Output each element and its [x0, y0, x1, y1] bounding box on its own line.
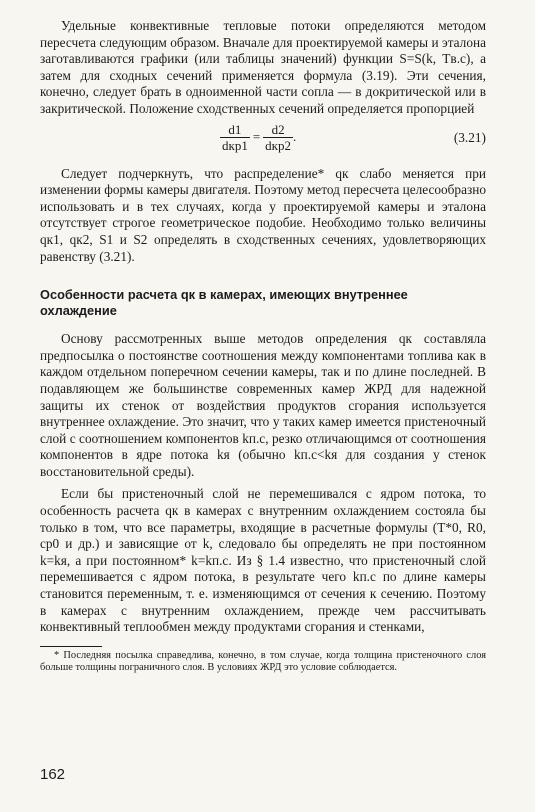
equals-sign: =: [252, 129, 261, 145]
equation-number: (3.21): [453, 129, 486, 145]
page-number: 162: [40, 766, 66, 783]
fraction-left-denominator: dкр1: [222, 137, 248, 153]
fraction-right: [263, 122, 293, 153]
paragraph-4: Если бы пристеночный слой не перемешивался с ядром потока, то особенность расчета qк в камерах с внутренним охлаждением состояла бы только в том, что все параметры, входящие в расчетные формулы (T*0, R0, cp0 и др.) и зависящие от k, следовало бы определять не при постоянном k=kя, а при постоянном* k=kп.с. Из § 1.4 известно, что пристеночный слой перемешивается с ядром потока, в результате чего kп.с по длине камеры становится переменным, т. е. изменяющимся от сечения к сечению. Поэтому в камерах с внутренним охлаждением, прежде чем рассчитывать конвективный теплообмен между продуктами сгорания и стенками,: [40, 486, 486, 635]
page-body: [40, 18, 486, 674]
section-heading: Особенности расчета qк в камерах, имеющих внутреннее охлаждение: [40, 287, 408, 319]
fraction-right-numerator: d2: [271, 121, 285, 137]
footnote: * Последняя посылка справедлива, конечно, в том случае, когда толщина пристеночного слоя больше толщины пограничного слоя. В условиях ЖРД это условие соблюдается.: [40, 649, 486, 673]
paragraph-3: Основу рассмотренных выше методов определения qк составляла предпосылка о постоянстве соотношения между компонентами топлива как в каждом отдельном поперечном сечении камеры, так и по длине последней. В подавляющем же большинстве современных камер ЖРД для надежной защиты их стенок от воздействия продуктов сгорания используется внутреннее охлаждение. Это значит, что у таких камер имеется пристеночный слой с соотношением компонентов kп.с, резко отличающимся от соотношения компонентов в ядре потока kя (обычно kп.с<kя для создания у стенок восстановительной среды).: [40, 331, 486, 479]
fraction-left-numerator: d1: [228, 121, 242, 137]
equation-3-21: [40, 120, 486, 160]
fraction-right-denominator: dкр2: [265, 137, 291, 153]
equation-period: .: [293, 129, 297, 145]
proportion-formula: [220, 122, 296, 153]
paragraph-2: Следует подчеркнуть, что распределение* qк слабо меняется при изменении формы камеры двигателя. Поэтому метод пересчета целесообразно использовать и в тех случаях, когда у проектируемой камеры и эталона отсутствует строгое геометрическое подобие. Необходимо только величины qк1, qк2, S1 и S2 определять в сходственных сечениях, удовлетворяющих равенству (3.21).: [40, 165, 486, 264]
fraction-left: [220, 122, 250, 153]
footnote-rule: [40, 646, 102, 647]
paragraph-1: Удельные конвективные тепловые потоки определяются методом пересчета следующим образом. Вначале для проектируемой камеры и эталона заготавливаются графики (или таблицы значений) функции S=S(k, Tв.с), а затем для сходных сечений применяется формула (3.19). Эти сечения, конечно, следует брать в одноименной части сопла — в докритической или в закритической. Положение сходственных сечений определяется пропорцией: [40, 18, 486, 116]
